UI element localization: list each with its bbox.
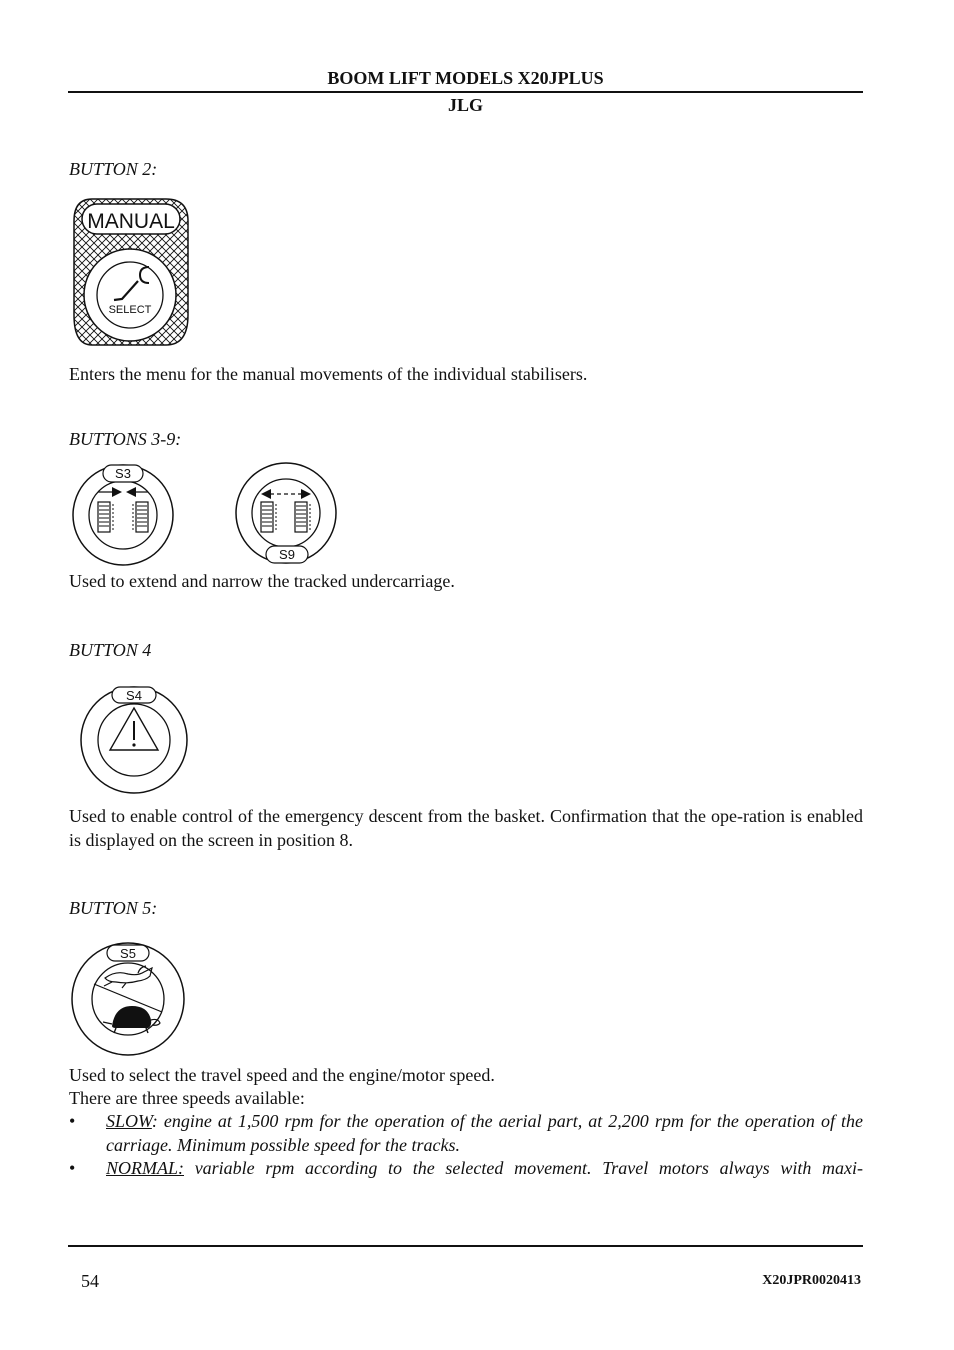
slow-separator: : (151, 1111, 158, 1131)
normal-term: NORMAL: (106, 1158, 184, 1178)
button5-description-line2: There are three speeds available: (69, 1088, 305, 1108)
button4-caption: BUTTON 4 (69, 640, 152, 660)
slow-term: SLOW (106, 1111, 152, 1131)
page-header-subtitle: JLG (447, 95, 483, 115)
s4-label: S4 (126, 688, 142, 703)
document-code: X20JPR0020413 (762, 1273, 861, 1288)
s5-label: S5 (120, 946, 136, 961)
button5-description-line1: Used to select the travel speed and the engine/motor speed. (69, 1065, 495, 1085)
bullet-dot: • (69, 1111, 76, 1131)
page-header-title: BOOM LIFT MODELS X20JPLUS (327, 68, 604, 88)
warning-icon (132, 743, 135, 746)
manual-icon-label: MANUAL (87, 210, 175, 233)
extend-tracks-button-icon (233, 462, 341, 568)
select-icon-label: SELECT (108, 304, 152, 316)
button5-caption: BUTTON 5: (69, 898, 158, 918)
emergency-descent-button-icon (76, 683, 194, 797)
button4-description: Used to enable control of the emergency descent from the basket. Confirmation that the ope-ration is enabled is displayed on the screen in position 8. (69, 806, 863, 850)
footer-divider (68, 1245, 863, 1247)
s3-label: S3 (115, 466, 131, 481)
bullet-dot: • (69, 1158, 76, 1178)
normal-description: variable rpm according to the selected movement. Travel motors always with maxi- (184, 1158, 863, 1178)
button2-caption: BUTTON 2: (69, 159, 158, 179)
button2-description: Enters the menu for the manual movements of the individual stabilisers. (69, 364, 588, 384)
list-item-slow (69, 1109, 863, 1157)
manual-select-button-icon (70, 195, 194, 351)
speed-select-button-icon (68, 940, 190, 1058)
slow-description: engine at 1,500 rpm for the operation of the aerial part, at 2,200 rpm for the operation of the carriage. Minimum possible speed for the tracks. (106, 1111, 863, 1155)
narrow-tracks-button-icon (70, 462, 178, 568)
s9-label: S9 (279, 547, 295, 562)
header-divider (68, 91, 863, 93)
list-item-normal (69, 1156, 863, 1180)
buttons39-description: Used to extend and narrow the tracked undercarriage. (69, 571, 455, 591)
page-number: 54 (81, 1271, 99, 1291)
buttons39-caption: BUTTONS 3-9: (69, 429, 182, 449)
